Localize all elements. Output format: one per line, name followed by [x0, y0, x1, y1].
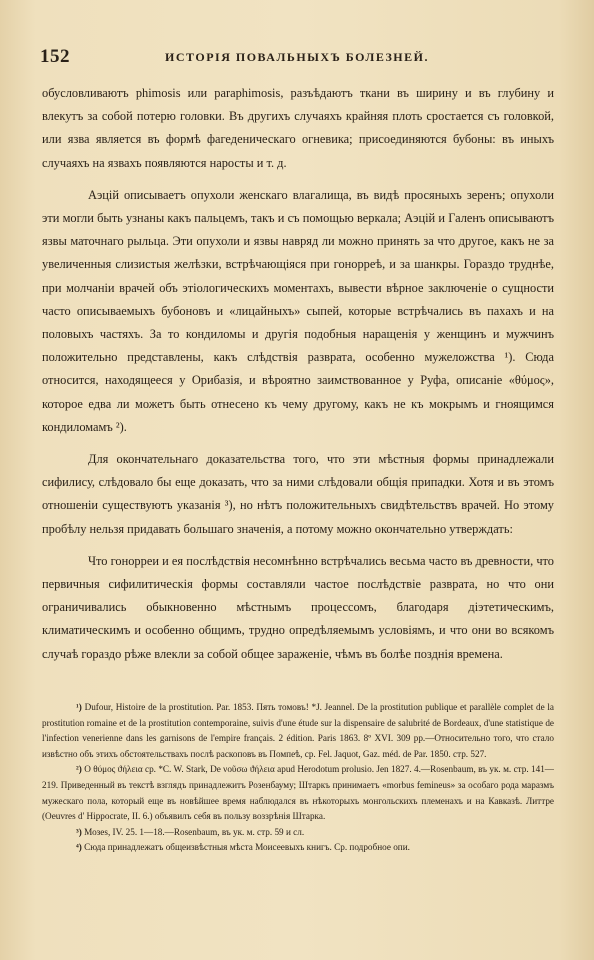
footnote-1	[42, 700, 554, 762]
main-text	[42, 82, 554, 666]
running-title: ИСТОРІЯ ПОВАЛЬНЫХЪ БОЛЕЗНЕЙ.	[165, 50, 429, 64]
page-number: 152	[40, 46, 70, 67]
paragraph-4: Что гонорреи и ея послѣдствія несомнѣнно встрѣчались весьма часто въ древности, что первичныя сифилитическія формы составляли частое послѣдствіе разврата, но что они ограничивались обыкновенно мѣстнымъ процессомъ, благодаря діэтетическимъ, климатическимъ и особенно общимъ, трудно опредѣляемымъ условіямъ, и что они во всякомъ случаѣ гораздо рѣже влекли за собой общее зараженіе, чѣмъ въ болѣе позднія времена.	[42, 553, 554, 661]
paragraph-2: Аэцій описываетъ опухоли женскаго влагалища, въ видѣ просяныхъ зеренъ; опухоли эти могли быть узнаны какъ пальцемъ, такъ и съ помощью веркала; Аэцій и Галенъ описываютъ язвы маточнаго рыльца. Эти опухоли и язвы навряд ли можно принять за что другое, какъ не за увеличенныя слизистыя желѣзки, встрѣчающіяся при гонорреѣ, и за шанкры. Гораздо труднѣе, при молчаніи врачей объ этіологическихъ моментахъ, вывести вѣрное заключеніе о сущности часто описываемыхъ бубоновъ и «лицайныхъ» сыпей, которые встрѣчались въ пахахъ и на половыхъ частяхъ. За то кондиломы и другія подобныя наращенія у женщинъ и мужчинъ положительно представлены, какъ слѣдствія разврата, особенно мужеложства ¹). Сюда относится, находящееся у Орибазія, и вѣроятно заимствованное у Руфа, описаніе «θύμος», которое едва ли можетъ быть отнесено къ чему другому, какъ не къ мокрымъ и гноящимся кондиломамъ ²).	[42, 187, 554, 434]
footnote-text: Dufour, Histoire de la prostitution. Par. 1853. Пять томовъ! *J. Jeannel. De la prostitution publique et parallèle complet de la prostitution romaine et de la prostitution contemporaine, suivis d'une étude sur la dispensaire de salubrité de Bordeaux, d'une statistique de l'infection venerienne dans les garnisons de l'empire français. 2 édition. Paris 1863. 8º XVI. 309 pp.—Относительно того, что стало извѣстно объ этихъ обстоятельствахъ послѣ раскоповъ въ Помпеѣ, ср. Fel. Jaquot, Gaz. méd. de Par. 1850. стр. 527.	[42, 702, 555, 759]
footnote-3	[42, 825, 554, 841]
paragraph-1: обусловливаютъ phimosis или paraphimosis, разъѣдаютъ ткани въ ширину и въ глубину и влекутъ за собой потерю головки. Въ другихъ случаяхъ крайняя плоть сростается съ головкой, или язва является въ формѣ фагеденическаго огневика; присоединяются бубоны: въ иныхъ случаяхъ на язвахъ появляются наросты и т. д.	[42, 86, 554, 170]
footnote-marker: ²)	[76, 764, 82, 775]
footnotes	[42, 700, 554, 856]
footnote-4	[42, 840, 554, 856]
paragraph-3: Для окончательнаго доказательства того, что эти мѣстныя формы принадлежали сифилису, слѣдовало бы еще доказать, что за ними слѣдовали общія припадки. Хотя и въ этомъ отношеніи существуютъ указанія ³), но нѣтъ положительныхъ свидѣтельствъ врачей. Но этому пробѣлу нельзя придавать большаго значенія, а потому можно окончательно утверждать:	[42, 452, 554, 536]
footnote-marker: ¹)	[76, 702, 82, 712]
page-header	[40, 46, 554, 70]
footnote-text: О θύμος ϑήλεια ср. *C. W. Stark, De νοῦσω ϑήλεια apud Herodotum prolusio. Jen 1827. 4.—Rosenbaum, въ ук. м. стр. 141—219. Приведенный въ текстѣ взглядъ принадлежитъ Розенбауму; Штаркъ принимаетъ «morbus femineus» за особаго рода маразмъ мужескаго пола, который еще въ новѣйшее время наблюдался въ нѣкоторыхъ монгольскихъ племенахъ и на Кавказѣ. Литтре (Oeuvres d' Hippocrate, II. 6.) объявилъ себя въ пользу воззрѣнія Штарка.	[42, 764, 554, 822]
footnote-marker: ⁴)	[76, 842, 82, 853]
footnote-marker: ³)	[76, 826, 82, 837]
footnote-2	[42, 762, 554, 824]
footnote-text: Мозеs, IV. 25. 1—18.—Rosenbaum, въ ук. м. стр. 59 и сл.	[84, 826, 305, 837]
footnote-text: Сюда принадлежатъ общеизвѣстныя мѣста Моисеевыхъ книгъ. Ср. подробное опи.	[84, 842, 410, 853]
